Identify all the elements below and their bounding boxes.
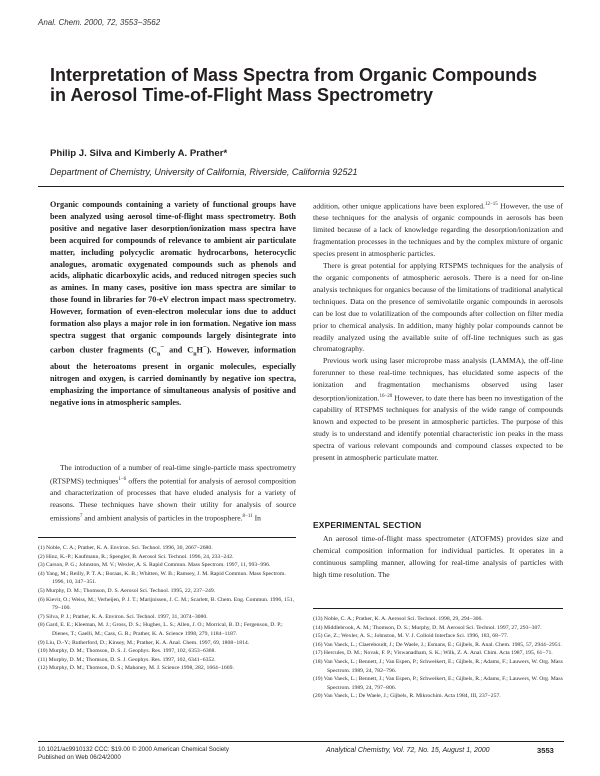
reference-item: (6) Kievit, O.; Weiss, M.; Verheijen, P. J. T.; Marijnissen, J. C. M.; Scarlett, B. Chem. Eng. Commun. 1996, 151, 79−100. [38, 596, 294, 612]
p3-text-1: Previous work using laser microprobe mass analysis (LAMMA), the off-line forerunner to these real-time techniques, has elucidated some aspects of the ionization and fragmentation mechanisms observed using laser desorption/ionization. [313, 356, 563, 403]
p1-text-2: However, the use of these techniques for the analysis of organic compounds in aerosols has been limited because of a lack of knowledge regarding the desorption/ionization and fragmentation processes in the techniques and by the complex mixture of organic species present in atmospheric particles. [313, 201, 563, 259]
reference-item: (17) Hercules, D. M.; Novak, F. P.; Viswanadham, S. K.; Wilk, Z. A. Anal. Chim. Acta 1987, 195, 61−71. [313, 650, 553, 657]
abstract-text-1: Organic compounds containing a variety of functional groups have been analyzed using aerosol time-of-flight mass spectrometry. Both positive and negative laser desorption/ionization mass spectra have been acquired for compounds of relevance to ambient air particulate matter, including polycyclic aromatic hydrocarbons, heterocyclic analogues, aromatic oxygenated compounds such as phenols and acids, aliphatic dicarboxylic acids, and reduced nitrogen species such as amines. In many cases, positive ion mass spectra are similar to those found in libraries for 70-eV electron impact mass spectrometry. However, formation of even-electron molecular ions due to adduct formation also plays a major role in ion formation. Negative ion mass spectra suggest that organic compounds largely disintegrate into carbon cluster fragments (C [50, 200, 296, 355]
p3-text-2: However, to date there has been no investigation of the capability of RTSPMS techniques for analysis of the wide range of compounds known and expected to be present in atmospheric particles. The purpose of this study is to understand and identify potential characteristic ion peaks in the mass spectra of various relevant compounds and compound classes expected to be present in atmospheric particulate matter. [313, 393, 563, 463]
intro-text-4: In [252, 513, 261, 523]
reference-item: (9) Liu, D.-Y.; Rutherford, D.; Kinsey, M.; Prather, K. A. Anal. Chem. 1997, 69, 1808−1814. [38, 639, 250, 646]
intro-text-2: offers the potential for analysis of aerosol composition and characterization of processes that have eluded analysis for a variety of reasons. These techniques have shown their utility for analysis of source emissions [50, 476, 296, 523]
page-number: 3553 [537, 746, 554, 755]
experimental-paragraph: An aerosol time-of-flight mass spectrometer (ATOFMS) provides size and chemical composition information for individual particles. It operates in a continuous sampling manner, allowing for real-time analysis of particles with high time resolution. The [313, 534, 563, 579]
intro-citation-3: 8−11 [242, 514, 253, 520]
reference-item: (8) Gard, E. E.; Kleeman, M. J.; Gross, D. S.; Hughes, L. S.; Allen, J. O.; Morrical, B. D.; Fergenson, D. P.; Dienes, T.; Gaelli, M.; Cass, G. R.; Prather, K. A. Science 1998, 279, 1184−1187. [38, 622, 283, 637]
abstract-text-2: and C [164, 345, 194, 355]
right-column-body [313, 199, 563, 464]
article-title: Interpretation of Mass Spectra from Organic Compounds in Aerosol Time-of-Flight Mass Spectrometry [50, 65, 538, 105]
author-list: Philip J. Silva and Kimberly A. Prather* [50, 148, 228, 159]
reference-item: (16) Van Vaeck, L.; Claereboudt, J.; De Waele, J.; Esmans, E.; Gijbels, R. Anal. Chem. 1985, 57, 2944−2951. [313, 641, 562, 648]
author-affiliation: Department of Chemistry, University of California, Riverside, California 92521 [50, 167, 358, 177]
abstract-sub-1: n [156, 351, 161, 358]
journal-abbrev: Anal. Chem. [38, 18, 83, 27]
references-right [313, 608, 563, 701]
abstract-sub-2: n [193, 351, 197, 358]
intro-text-3: and ambient analysis of particles in the troposphere. [82, 513, 243, 523]
p1-text-1: addition, other unique applications have been explored. [313, 201, 485, 211]
intro-citation-1: 1−6 [118, 476, 127, 482]
reference-item: (1) Noble, C. A.; Prather, K. A. Environ. Sci. Technol. 1996, 30, 2667−2680. [38, 545, 213, 551]
reference-item: (18) Van Vaeck, L.; Bennett, J.; Van Espen, P.; Schweikert, E.; Gijbels, R.; Adams, F.; Lauwers, W. Org. Mass Spectrom. 1989, 24, 782−796. [313, 658, 563, 674]
footer-citation: Analytical Chemistry, Vol. 72, No. 15, August 1, 2000 [326, 747, 490, 754]
reference-item: (5) Murphy, D. M.; Thomson, D. S. Aerosol Sci. Technol. 1995, 22, 237−249. [38, 587, 216, 594]
p1-citation: 12−15 [484, 202, 498, 207]
reference-item: (7) Silva, P. J.; Prather, K. A. Environ. Sci. Technol. 1997, 31, 3074−3080. [38, 613, 208, 620]
reference-item: (10) Murphy, D. M.; Thomson, D. S. J. Geophys. Res. 1997, 102, 6353−6368. [38, 648, 216, 655]
reference-item: (11) Murphy, D. M.; Thomson, D. S. J. Geophys. Res. 1997, 102, 6341−6352. [38, 656, 216, 663]
published-line: Published on Web 06/24/2000 [38, 754, 121, 762]
reference-item: (20) Van Vaeck, L.; De Waele, J.; Gijbels, R. Mikrochim. Acta 1984, III, 237−257. [313, 693, 501, 700]
journal-reference [38, 18, 160, 27]
journal-year: 2000, [84, 18, 105, 27]
reference-item: (3) Carson, P. G.; Johnston, M. V.; Wexler, A. S. Rapid Commun. Mass Spectrom. 1997, 11, 993−996. [38, 562, 271, 569]
section-heading-experimental: EXPERIMENTAL SECTION [313, 520, 422, 530]
reference-item: (14) Middlebrook, A. M.; Thomson, D. S.; Murphy, D. M. Aerosol Sci. Technol. 1997, 27, 293−307. [313, 624, 542, 631]
body-paragraph-3 [313, 355, 563, 464]
reference-item: (12) Murphy, D. M.; Thomson, D. S.; Mahoney, M. J. Science 1998, 282, 1664−1669. [38, 665, 234, 672]
references-left [38, 537, 296, 673]
reference-item: (13) Noble, C. A.; Prather, K. A. Aerosol Sci. Technol. 1998, 29, 294−306. [313, 616, 483, 622]
reference-item: (19) Van Vaeck, L.; Bennett, J.; Van Espen, P.; Schweikert, E.; Gijbels, R.; Adams, F.; Lauwers, W. Org. Mass Spectrom. 1989, 24, 797−806. [313, 676, 563, 691]
reference-item: (15) Ge, Z.; Wexler, A. S.; Johnston, M. V. J. Colloid Interface Sci. 1996, 183, 68−77. [313, 633, 509, 640]
p3-citation: 16−20 [379, 394, 393, 400]
abstract-sup-2: − [202, 343, 207, 351]
intro-citation-2: 7 [79, 514, 83, 520]
header-divider [38, 186, 564, 187]
abstract [50, 199, 296, 409]
reference-item: (2) Hinz, K.-P.; Kaufmann, R.; Spengler, B. Aerosol Sci. Technol. 1996, 24, 233−242. [38, 553, 234, 560]
journal-volume: 72, [106, 18, 118, 27]
abstract-text-3: H [196, 345, 203, 355]
footer-doi [38, 746, 229, 763]
doi-line: 10.1021/ac9910132 CCC: $19.00 © 2000 American Chemical Society [38, 746, 229, 753]
journal-pages: 3553−3562 [119, 18, 161, 27]
reference-item: (4) Yang, M.; Reilly, P. T. A.; Boraas, K. B.; Whitten, W. B.; Ramsey, J. M. Rapid Commun. Mass Spectrom. 1996, 10, 347−351. [38, 570, 286, 586]
intro-text-1: The introduction of a number of real-time single-particle mass spectrometry (RTSPMS) techniques [50, 463, 296, 486]
footer-divider [38, 741, 564, 742]
body-paragraph-1 [313, 199, 563, 260]
body-paragraph-2: There is great potential for applying RTSPMS techniques for the analysis of the organic components of atmospheric aerosols. There is a need for on-line analysis techniques for organics because of the limitations of traditional analytical techniques. Data on the presence of semivolatile organic compounds in aerosols can be lost due to volatilization of the compounds after collection on filter media prior to chemical analysis. In addition, many highly polar compounds cannot be readily analyzed using the available suite of off-line techniques such as gas chromatography. [313, 261, 563, 354]
introduction-paragraph [50, 462, 296, 525]
abstract-sup-1: − [160, 343, 165, 351]
abstract-text-4: ). However, information about the heteroatoms present in organic molecules, especially nitrogen and oxygen, is carried dominantly by negative ion spectra, emphasizing the importance of simultaneous analysis of positive and negative ions in atmospheric samples. [50, 345, 296, 407]
